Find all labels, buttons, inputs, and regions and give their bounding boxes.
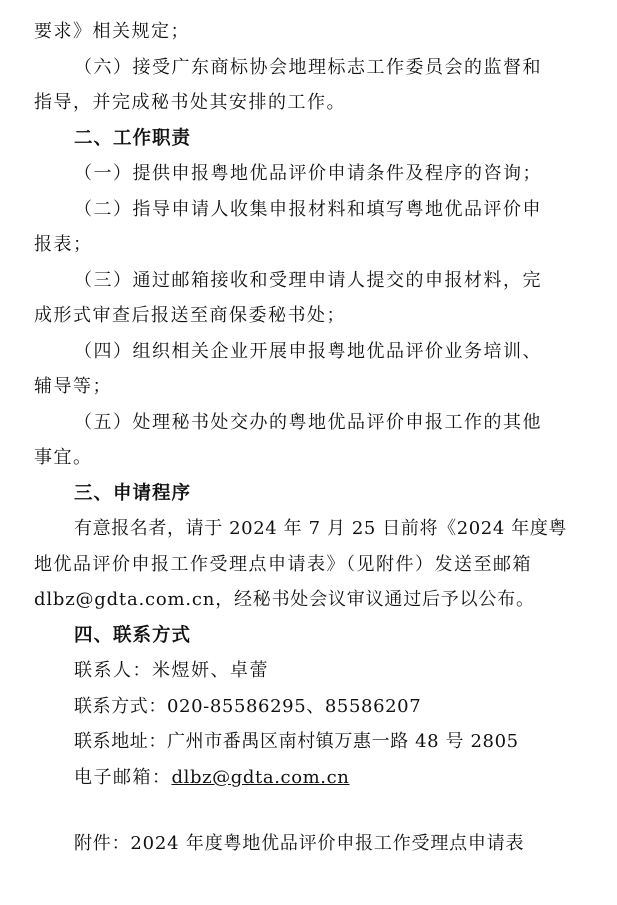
text-line-duty-one: （一）提供申报粤地优品评价申请条件及程序的咨询； bbox=[74, 163, 542, 184]
attachment-line: 附件：2024 年度粤地优品评价申报工作受理点申请表 bbox=[74, 833, 525, 854]
text-line-procedure-email: dlbz@gdta.com.cn，经秘书处会议审议通过后予以公布。 bbox=[34, 589, 535, 610]
text-line-duty-five-cont: 事宜。 bbox=[34, 447, 93, 468]
section-heading-contact: 四、联系方式 bbox=[74, 625, 192, 646]
text-line-item-six-cont: 指导，并完成秘书处其安排的工作。 bbox=[34, 92, 346, 113]
email-link[interactable]: dlbz@gdta.com.cn bbox=[171, 767, 350, 788]
contact-person: 联系人：米煜妍、卓蕾 bbox=[74, 660, 269, 681]
section-heading-procedure: 三、申请程序 bbox=[74, 483, 192, 504]
text-line-duty-two: （二）指导申请人收集申报材料和填写粤地优品评价申 bbox=[74, 199, 542, 220]
text-line-duty-four: （四）组织相关企业开展申报粤地优品评价业务培训、 bbox=[74, 341, 542, 362]
contact-email bbox=[74, 760, 594, 795]
text-line-duty-three-cont: 成形式审查后报送至商保委秘书处； bbox=[34, 305, 346, 326]
contact-address: 联系地址：广州市番禺区南村镇万惠一路 48 号 2805 bbox=[74, 731, 519, 752]
text-line-procedure: 有意报名者，请于 2024 年 7 月 25 日前将《2024 年度粤 bbox=[74, 518, 568, 539]
text-line-procedure-cont: 地优品评价申报工作受理点申请表》（见附件）发送至邮箱 bbox=[34, 554, 532, 575]
text-line-duty-three: （三）通过邮箱接收和受理申请人提交的申报材料，完 bbox=[74, 270, 542, 291]
section-heading-duties: 二、工作职责 bbox=[74, 128, 192, 149]
text-line-item-six: （六）接受广东商标协会地理标志工作委员会的监督和 bbox=[74, 57, 542, 78]
contact-phone: 联系方式：020-85586295、85586207 bbox=[74, 696, 422, 717]
text-line-requirements: 要求》相关规定； bbox=[34, 21, 190, 42]
text-line-duty-five: （五）处理秘书处交办的粤地优品评价申报工作的其他 bbox=[74, 412, 542, 433]
text-line-duty-two-cont: 报表； bbox=[34, 234, 93, 255]
contact-email-label: 电子邮箱： bbox=[74, 767, 172, 788]
text-line-duty-four-cont: 辅导等； bbox=[34, 376, 112, 397]
